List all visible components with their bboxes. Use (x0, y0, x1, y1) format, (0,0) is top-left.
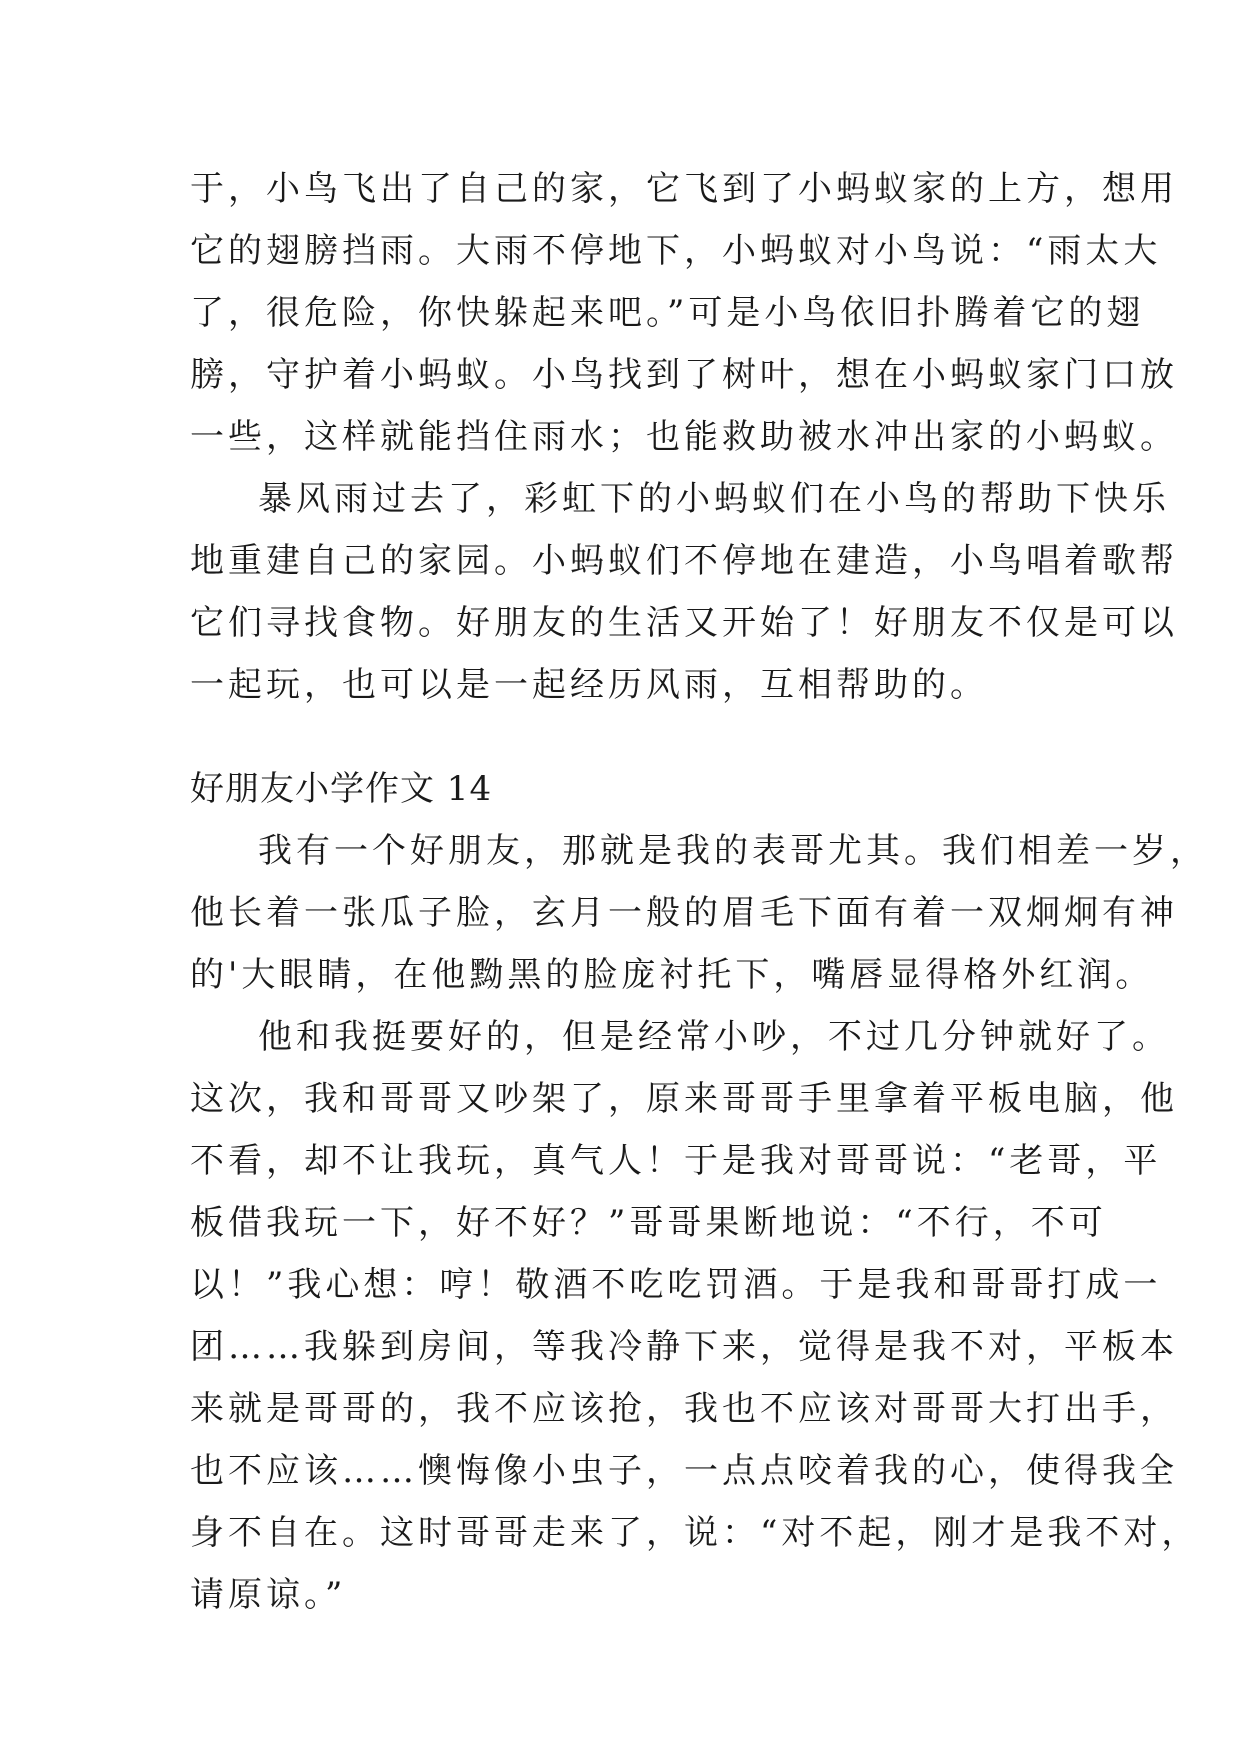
text-line: 于，小鸟飞出了自己的家，它飞到了小蚂蚁家的上方，想用 (190, 169, 1178, 209)
text-line: 一些，这样就能挡住雨水；也能救助被水冲出家的小蚂蚁。 (190, 417, 1178, 457)
text-line: 这次，我和哥哥又吵架了，原来哥哥手里拿着平板电脑，他 (190, 1079, 1178, 1119)
document-body (190, 158, 1208, 1626)
text-line: 膀，守护着小蚂蚁。小鸟找到了树叶，想在小蚂蚁家门口放 (190, 355, 1178, 395)
text-line: 不看，却不让我玩，真气人！于是我对哥哥说：“老哥，平 (190, 1141, 1162, 1181)
text-line: 他长着一张瓜子脸，玄月一般的眉毛下面有着一双炯炯有神 (190, 893, 1178, 933)
text-line: 它的翅膀挡雨。大雨不停地下，小蚂蚁对小鸟说：“雨太大 (190, 231, 1162, 271)
text-line: 它们寻找食物。好朋友的生活又开始了！好朋友不仅是可以 (190, 603, 1178, 643)
text-line: 身不自在。这时哥哥走来了，说：“对不起，刚才是我不对， (190, 1513, 1200, 1553)
text-line: 请原谅。” (190, 1575, 347, 1615)
paragraph-first-line: 他和我挺要好的，但是经常小吵，不过几分钟就好了。 (258, 1017, 1170, 1057)
section-spacer (190, 716, 1070, 758)
text-line: 也不应该……懊悔像小虫子，一点点咬着我的心，使得我全 (190, 1451, 1178, 1491)
text-line: 来就是哥哥的，我不应该抢，我也不应该对哥哥大打出手， (190, 1389, 1178, 1429)
paragraph-first-line: 暴风雨过去了，彩虹下的小蚂蚁们在小鸟的帮助下快乐 (258, 479, 1170, 519)
paragraph-first-line: 我有一个好朋友，那就是我的表哥尤其。我们相差一岁， (258, 831, 1208, 871)
text-line: 了，很危险，你快躲起来吧。”可是小鸟依旧扑腾着它的翅 (190, 293, 1145, 333)
text-line: 板借我玩一下，好不好？”哥哥果断地说：“不行，不可 (190, 1203, 1107, 1243)
text-line: 的'大眼睛，在他黝黑的脸庞衬托下，嘴唇显得格外红润。 (190, 955, 1154, 995)
section-heading: 好朋友小学作文 14 (190, 769, 493, 809)
text-line: 一起玩，也可以是一起经历风雨，互相帮助的。 (190, 665, 988, 705)
text-line: 地重建自己的家园。小蚂蚁们不停地在建造，小鸟唱着歌帮 (190, 541, 1178, 581)
text-line: 以！”我心想：哼！敬酒不吃吃罚酒。于是我和哥哥打成一 (190, 1265, 1162, 1305)
text-line: 团……我躲到房间，等我冷静下来，觉得是我不对，平板本 (190, 1327, 1178, 1367)
